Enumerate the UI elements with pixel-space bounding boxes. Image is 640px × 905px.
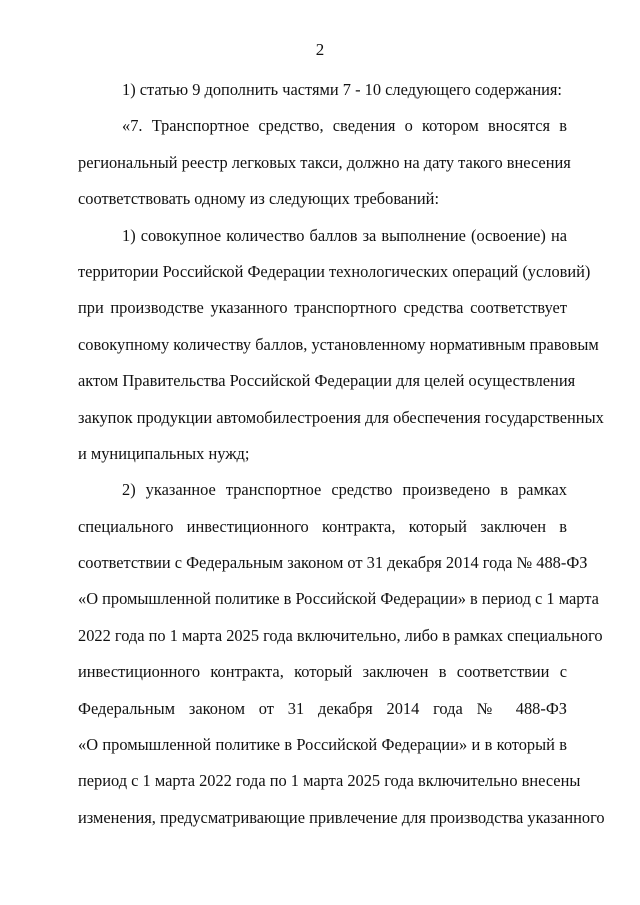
document-body bbox=[78, 72, 605, 836]
text-line: соответствии с Федеральным законом от 31 декабря 2014 года № 488-ФЗ bbox=[78, 553, 588, 573]
text-line: региональный реестр легковых такси, должно на дату такого внесения bbox=[78, 152, 571, 172]
text-line: инвестиционного контракта, который заключен в соответствии с bbox=[78, 662, 567, 682]
text-line: актом Правительства Российской Федерации для целей осуществления bbox=[78, 371, 576, 391]
text-line: 1) статью 9 дополнить частями 7 - 10 следующего содержания: bbox=[122, 80, 562, 99]
text-line: совокупному количеству баллов, установленному нормативным правовым bbox=[78, 334, 599, 354]
text-line: и муниципальных нужд; bbox=[78, 443, 250, 463]
text-line: «О промышленной политике в Российской Федерации» в период с 1 марта bbox=[78, 589, 599, 609]
text-line: период с 1 марта 2022 года по 1 марта 2025 года включительно внесены bbox=[78, 771, 581, 791]
text-line: «7. Транспортное средство, сведения о котором вносятся в bbox=[122, 116, 567, 136]
text-line: территории Российской Федерации технологических операций (условий) bbox=[78, 261, 591, 281]
text-line: Федеральным законом от 31 декабря 2014 года № 488-ФЗ bbox=[78, 698, 567, 718]
text-line: закупок продукции автомобилестроения для обеспечения государственных bbox=[78, 407, 604, 427]
text-line: 2022 года по 1 марта 2025 года включительно, либо в рамках специального bbox=[78, 625, 603, 645]
text-line: соответствовать одному из следующих требований: bbox=[78, 189, 440, 209]
text-line: специального инвестиционного контракта, который заключен в bbox=[78, 516, 567, 536]
page-number: 2 bbox=[315, 40, 325, 59]
text-line: изменения, предусматривающие привлечение для производства указанного bbox=[78, 807, 605, 827]
text-line: при производстве указанного транспортного средства соответствует bbox=[78, 298, 567, 318]
text-line: 1) совокупное количество баллов за выполнение (освоение) на bbox=[122, 225, 567, 245]
text-line: «О промышленной политике в Российской Федерации» и в который в bbox=[78, 735, 567, 755]
text-line: 2) указанное транспортное средство произведено в рамках bbox=[122, 480, 567, 500]
